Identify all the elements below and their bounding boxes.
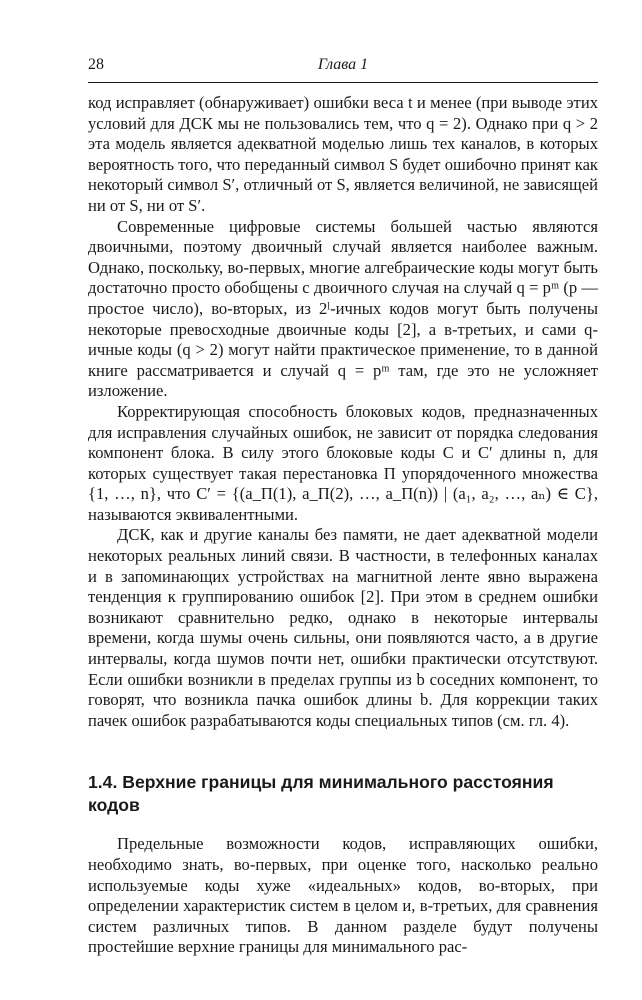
page-number: 28 (88, 56, 104, 73)
paragraph-3: Корректирующая способность блоковых кодов, предназначенных для исправления случайных ошибок, не зависит от порядка следования компонент блока. В силу этого блоковые коды C и C′ длины n, для которых существует такая перестановка Π упорядоченного множества {1, …, n}, что C′ = {(a_Π(1), a_Π(2), …, a_Π(n)) | (a₁, a₂, …, aₙ) ∈ C}, называются эквивалентными. (88, 401, 598, 524)
running-head (88, 56, 598, 78)
paragraph-1: код исправляет (обнаруживает) ошибки веса t и менее (при выводе этих условий для ДСК мы не пользовались тем, что q = 2). Однако при q > 2 эта модель является адекватной моделью лишь тех каналов, в которых вероятность того, что переданный символ S будет ошибочно принят как некоторый символ S′, отличный от S, является величиной, не зависящей ни от S, ни от S′. (88, 93, 598, 215)
book-page (88, 56, 598, 958)
section-heading: 1.4. Верхние границы для минимального расстояния кодов (88, 772, 554, 816)
paragraph-4: ДСК, как и другие каналы без памяти, не дает адекватной модели некоторых реальных линий связи. В частности, в телефонных каналах и в запоминающих устройствах на магнитной ленте явно выражена тенденция к группированию ошибок [2]. При этом в среднем ошибки возникают сравнительно редко, однако в некоторые интервалы времени, когда шумы очень сильны, они появляются часто, а в другие интервалы, когда шумов почти нет, ошибки практически отсутствуют. Если ошибки возникли в пределах группы из b соседних компонент, то говорят, что возникла пачка ошибок длины b. Для коррекции таких пачек ошибок разрабатываются коды специальных типов (см. гл. 4). (88, 525, 598, 730)
paragraph-2: Современные цифровые системы большей частью являются двоичными, поэтому двоичный случай является наиболее важным. Однако, поскольку, во-первых, многие алгебраические коды могут быть достаточно просто обобщены с двоичного случая на случай q = pᵐ (p — простое число), во-вторых, из 2ˡ-ичных кодов могут быть получены некоторые превосходные двоичные коды [2], а в-третьих, и сами q-ичные коды (q > 2) могут найти практическое применение, то в данной книге рассматривается и случай q = pᵐ там, где это не усложняет изложение. (88, 216, 598, 401)
header-rule (88, 82, 598, 83)
chapter-title: Глава 1 (317, 56, 369, 73)
section-paragraph-1: Предельные возможности кодов, исправляющих ошибки, необходимо знать, во-первых, при оценке того, насколько реально используемые коды хуже «идеальных» кодов, во-вторых, при определении характеристик систем в целом и, в-третьих, для сравнения систем различных типов. В данном разделе будут получены простейшие верхние границы для минимального рас- (88, 834, 598, 957)
